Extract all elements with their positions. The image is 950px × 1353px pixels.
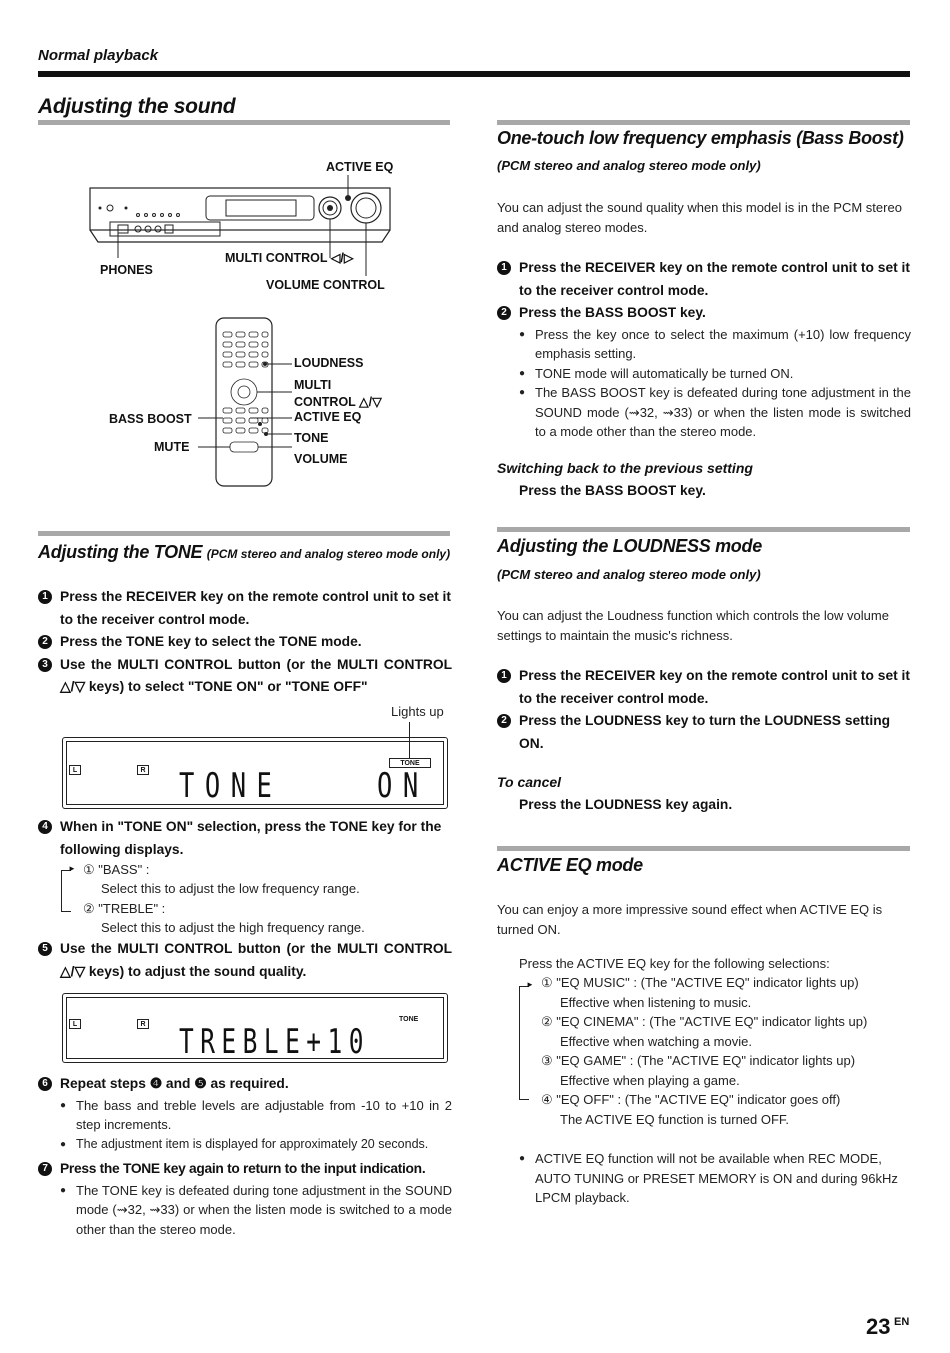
label-control: CONTROL △/▽ [294, 395, 382, 409]
tone-step-2-text: Press the TONE key to select the TONE mode. [60, 634, 362, 649]
lcd-tone-indicator: TONE [389, 758, 431, 768]
eq-cycle-arrow-icon: ► [526, 980, 534, 989]
label-phones: PHONES [100, 263, 153, 277]
eq-note [519, 1149, 911, 1208]
lcd2-l-indicator: L [69, 1019, 81, 1029]
tone-step-6-bullet-a [60, 1096, 452, 1135]
header-rule [38, 71, 910, 77]
tone-step-4-block [38, 816, 452, 861]
lcd-text-tone: TONE [179, 766, 283, 806]
page-number: 23 [866, 1314, 891, 1339]
eq-opt-4-desc: The ACTIVE EQ function is turned OFF. [560, 1112, 790, 1127]
eq-note-block [519, 1149, 911, 1208]
bass-note: (PCM stereo and analog stereo mode only) [497, 158, 761, 173]
loud-note: (PCM stereo and analog stereo mode only) [497, 567, 761, 582]
bass-switch-title: Switching back to the previous setting [497, 460, 753, 476]
bass-bullet-3-text: The BASS BOOST key is defeated during tone adjustment in the SOUND mode (⇝32, ⇝33) or when the listen mode is switched to a mode other than the stereo mode. [535, 385, 911, 439]
eq-intro: You can enjoy a more impressive sound effect when ACTIVE EQ is turned ON. [497, 902, 883, 937]
label-multi: MULTI [294, 378, 332, 392]
tone-step-1: 1 Press the RECEIVER key on the remote control unit to set it to the receiver control mode. [38, 586, 452, 631]
tone-step-3-text: Use the MULTI CONTROL button (or the MULTI CONTROL △/▽ keys) to select "TONE ON" or "TONE OFF" [60, 656, 452, 694]
lights-up-label: Lights up [391, 704, 444, 719]
eq-opt-1-desc: Effective when listening to music. [560, 995, 752, 1010]
tone-step-6-bullet-a-text: The bass and treble levels are adjustable from -10 to +10 in 2 step increments. [76, 1097, 452, 1132]
page-lang: EN [894, 1316, 910, 1328]
lcd-text-on: ON [377, 766, 429, 806]
opt-bass-label: ① "BASS" : [83, 862, 150, 877]
tone-step-1-text: Press the RECEIVER key on the remote control unit to set it to the receiver control mode. [60, 589, 451, 627]
opt-bass-desc: Select this to adjust the low frequency range. [101, 881, 360, 896]
bass-step-2: 2 Press the BASS BOOST key. [497, 302, 911, 325]
eq-press: Press the ACTIVE EQ key for the following selections: [519, 956, 830, 971]
opt-treble-label: ② "TREBLE" : [83, 901, 166, 916]
cycle-arrow-icon: ► [68, 864, 76, 873]
eq-cycle-bracket [519, 986, 529, 1100]
eq-opt-2: ② "EQ CINEMA" : (The "ACTIVE EQ" indicator lights up) [541, 1014, 868, 1029]
loud-cancel-text: Press the LOUDNESS key again. [519, 797, 733, 812]
tone-step-4-text: When in "TONE ON" selection, press the TONE key for the following displays. [60, 819, 442, 857]
label-volume: VOLUME [294, 452, 348, 466]
bass-bullet-3 [519, 383, 911, 442]
page-title: Adjusting the sound [38, 95, 236, 118]
bass-rule [497, 120, 910, 125]
loud-intro: You can adjust the Loudness function which controls the low volume settings to maintain the music's richness. [497, 608, 889, 643]
eq-opt-3: ③ "EQ GAME" : (The "ACTIVE EQ" indicator lights up) [541, 1053, 856, 1068]
tone-step-5-text: Use the MULTI CONTROL button (or the MULTI CONTROL △/▽ keys) to adjust the sound quality. [60, 941, 452, 979]
bass-step-1: 1 Press the RECEIVER key on the remote control unit to set it to the receiver control mode. [497, 257, 911, 302]
eq-opt-3-desc: Effective when playing a game. [560, 1073, 740, 1088]
label-loudness: LOUDNESS [294, 356, 364, 370]
label-active-eq: ACTIVE EQ [326, 160, 394, 174]
opt-treble-desc: Select this to adjust the high frequency range. [101, 920, 365, 935]
lcd-treble [62, 993, 448, 1063]
cycle-bracket [61, 870, 71, 912]
tone-step-7-text: Press the TONE key again to return to the input indication. [60, 1161, 426, 1176]
tone-step-3: 3 Use the MULTI CONTROL button (or the MULTI CONTROL △/▽ keys) to select "TONE ON" or "TONE OFF" [38, 654, 452, 699]
bass-bullet-2 [519, 364, 911, 384]
title-rule [38, 120, 450, 125]
eq-opt-4: ④ "EQ OFF" : (The "ACTIVE EQ" indicator goes off) [541, 1092, 841, 1107]
bass-bullet-1-text: Press the key once to select the maximum (+10) low frequency emphasis setting. [535, 326, 911, 361]
bass-switch-text: Press the BASS BOOST key. [519, 483, 706, 498]
loud-step-1: 1 Press the RECEIVER key on the remote control unit to set it to the receiver control mode. [497, 665, 911, 710]
lcd-tone-on [62, 737, 448, 809]
lcd-l-indicator: L [69, 765, 81, 775]
eq-rule [497, 846, 910, 851]
bass-title: One-touch low frequency emphasis (Bass Boost) [497, 128, 904, 148]
loud-step-1-text: Press the RECEIVER key on the remote control unit to set it to the receiver control mode. [519, 668, 910, 706]
bass-intro: You can adjust the sound quality when this model is in the PCM stereo and analog stereo modes. [497, 200, 902, 235]
tone-title: Adjusting the TONE [38, 542, 203, 562]
label-volume-control: VOLUME CONTROL [266, 278, 385, 292]
tone-step-2: 2 Press the TONE key to select the TONE mode. [38, 631, 452, 654]
eq-title: ACTIVE EQ mode [497, 855, 643, 875]
eq-note-text: ACTIVE EQ function will not be available when REC MODE, AUTO TUNING or PRESET MEMORY is ON and during 96kHz LPCM playback. [535, 1151, 898, 1205]
section-header: Normal playback [38, 47, 159, 64]
loud-steps [497, 665, 911, 755]
loud-title: Adjusting the LOUDNESS mode [497, 536, 762, 556]
tone-step-4: 4 When in "TONE ON" selection, press the TONE key for the following displays. [38, 816, 452, 861]
lcd2-r-indicator: R [137, 1019, 149, 1029]
tone-step-7-bullet-text: The TONE key is defeated during tone adjustment in the SOUND mode (⇝32, ⇝33) or when the listen mode is switched to a mode other than the stereo mode. [76, 1182, 452, 1237]
lcd-text-treble: TREBLE+10 [179, 1022, 370, 1062]
receiver-diagram [38, 150, 458, 490]
lcd2-tone-indicator: TONE [399, 1016, 419, 1023]
tone-step-6-bullet-b-text: The adjustment item is displayed for approximately 20 seconds. [76, 1136, 429, 1151]
eq-opt-1: ① "EQ MUSIC" : (The "ACTIVE EQ" indicator lights up) [541, 975, 859, 990]
bass-bullet-1 [519, 325, 911, 364]
tone-step-6-bullet-b [60, 1135, 452, 1155]
tone-title-note: (PCM stereo and analog stereo mode only) [206, 547, 451, 561]
tone-heading [38, 542, 458, 563]
receiver-remote-illustration [38, 150, 458, 490]
label-tone: TONE [294, 431, 329, 445]
eq-opt-2-desc: Effective when watching a movie. [560, 1034, 752, 1049]
tone-rule [38, 531, 450, 536]
bass-step-1-text: Press the RECEIVER key on the remote control unit to set it to the receiver control mode. [519, 260, 910, 298]
tone-step-5: 5 Use the MULTI CONTROL button (or the MULTI CONTROL △/▽ keys) to adjust the sound quality. [38, 938, 452, 983]
loud-cancel-title: To cancel [497, 774, 562, 790]
tone-step-5-block [38, 938, 452, 983]
label-multi-control: MULTI CONTROL ◁/▷ [225, 251, 354, 265]
bass-bullet-2-text: TONE mode will automatically be turned ON. [535, 365, 794, 381]
lcd-r-indicator: R [137, 765, 149, 775]
loud-step-2-text: Press the LOUDNESS key to turn the LOUDNESS setting ON. [519, 713, 891, 751]
bass-steps [497, 257, 911, 442]
label-bass-boost: BASS BOOST [109, 412, 192, 426]
label-active-eq-remote: ACTIVE EQ [294, 410, 362, 424]
loud-rule [497, 527, 910, 532]
label-mute: MUTE [154, 440, 190, 454]
tone-steps-1-3 [38, 586, 452, 699]
loud-step-2: 2 Press the LOUDNESS key to turn the LOUDNESS setting ON. [497, 710, 911, 755]
bass-step-2-text: Press the BASS BOOST key. [519, 305, 706, 320]
tone-step-7-bullet [60, 1181, 452, 1240]
tone-step-6-text: Repeat steps ❹ and ❺ as required. [60, 1076, 289, 1091]
tone-step-6: 6 Repeat steps ❹ and ❺ as required. [38, 1073, 452, 1096]
tone-step-6-7-block [38, 1073, 452, 1239]
tone-step-7: 7 Press the TONE key again to return to the input indication. [38, 1158, 452, 1181]
